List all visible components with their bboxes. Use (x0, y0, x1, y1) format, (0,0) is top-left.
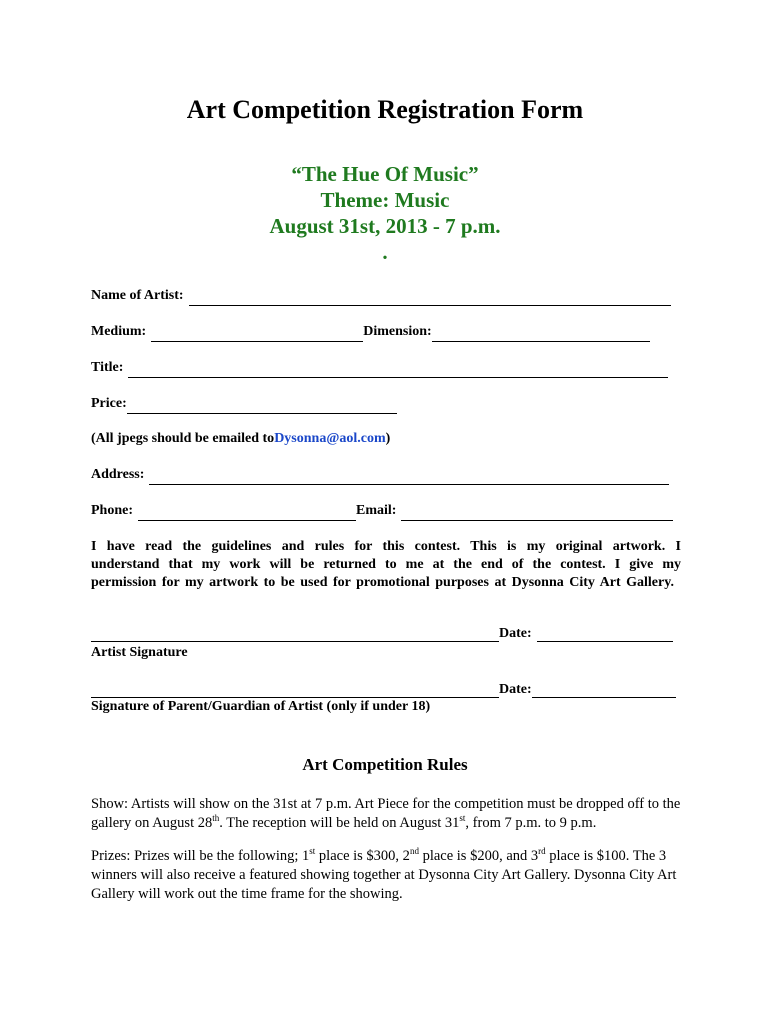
rules-prizes-text-2: place is $300, 2 (315, 848, 410, 864)
dimension-field[interactable] (432, 326, 650, 342)
rules-show-sup-1: th (212, 813, 220, 824)
rules-prizes-text-1: Prizes: Prizes will be the following; 1 (91, 848, 310, 864)
rules-show-text-3: , from 7 p.m. to 9 p.m. (465, 815, 597, 831)
jpegs-note (91, 429, 390, 449)
date-label-1: Date: (499, 626, 532, 641)
price-row (91, 394, 397, 414)
address-label: Address: (91, 467, 145, 482)
name-field[interactable] (189, 290, 671, 306)
jpegs-email-link[interactable]: Dysonna@aol.com (274, 431, 386, 446)
price-label: Price: (91, 396, 127, 411)
title-field[interactable] (128, 362, 668, 378)
header-dot: . (382, 240, 388, 264)
price-field[interactable] (127, 398, 397, 414)
rules-prizes-sup-2: nd (409, 846, 419, 857)
rules-heading: Art Competition Rules (302, 755, 468, 774)
date-label-2: Date: (499, 682, 532, 697)
rules-show-text-1: Show: Artists will show on the 31st at 7 p.m. Art Piece for the competition must be dropped off to the gallery on August 28 (91, 796, 681, 831)
guardian-date-field[interactable] (532, 682, 676, 698)
name-label: Name of Artist: (91, 288, 184, 303)
rules-prizes-sup-3: rd (538, 846, 546, 857)
rules-prizes-text-4: place is $100. The 3 winners will also receive a featured showing together at Dysonna City Art Gallery. Dysonna City Art Gallery will work out the time frame for the showing. (91, 848, 677, 902)
artist-date-field[interactable] (537, 626, 673, 642)
guardian-signature-row (91, 678, 676, 698)
address-field[interactable] (149, 469, 669, 485)
page-title: Art Competition Registration Form (186, 95, 584, 124)
artist-signature-row (91, 622, 673, 642)
artist-signature-field[interactable] (91, 626, 499, 642)
medium-dimension-row (91, 322, 650, 342)
medium-field[interactable] (151, 326, 363, 342)
dimension-label: Dimension: (363, 324, 432, 339)
name-row (91, 286, 671, 306)
jpegs-note-suffix: ) (385, 431, 391, 446)
rules-show (91, 795, 691, 833)
phone-label: Phone: (91, 503, 133, 518)
address-row (91, 465, 669, 485)
title-label: Title: (91, 360, 124, 375)
event-theme: Theme: Music (320, 188, 450, 212)
jpegs-note-prefix: (All jpegs should be emailed to (91, 431, 275, 446)
rules-show-sup-2: st (459, 813, 466, 824)
event-date: August 31st, 2013 - 7 p.m. (269, 214, 501, 238)
guardian-signature-field[interactable] (91, 682, 499, 698)
phone-field[interactable] (138, 505, 356, 521)
medium-label: Medium: (91, 324, 147, 339)
rules-show-text-2: . The reception will be held on August 31 (219, 815, 460, 831)
phone-email-row (91, 501, 673, 521)
agreement-statement: I have read the guidelines and rules for this contest. This is my original artwork. I understand that my work will be returned to me at the end of the contest. I give my permission for my artwork to be used for promotional purposes at Dysonna City Art Gallery. (91, 539, 681, 590)
rules-prizes-text-3: place is $200, and 3 (418, 848, 539, 864)
email-field[interactable] (401, 505, 673, 521)
rules-prizes (91, 847, 691, 904)
title-row (91, 358, 668, 378)
artist-signature-label: Artist Signature (91, 645, 188, 660)
rules-prizes-sup-1: st (309, 846, 316, 857)
guardian-signature-label: Signature of Parent/Guardian of Artist (only if under 18) (91, 699, 431, 714)
event-name: “The Hue Of Music” (291, 162, 479, 186)
email-label: Email: (356, 503, 397, 518)
